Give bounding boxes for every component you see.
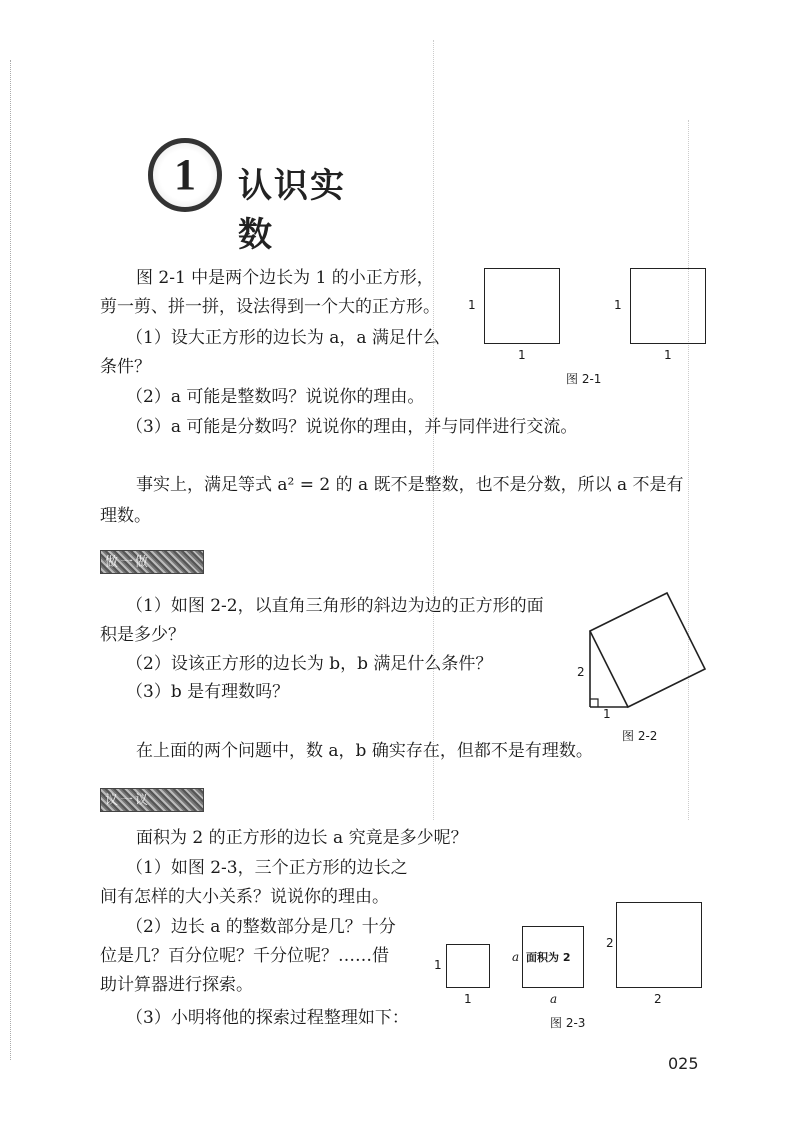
side-label: 1 <box>468 298 476 312</box>
side-label: 1 <box>614 298 622 312</box>
section-banner-do <box>100 550 204 574</box>
area-two-inner-label: 面积为 2 <box>526 951 571 964</box>
section-b-question-3: （3）小明将他的探索过程整理如下： <box>126 1008 409 1028</box>
unit-bottom-label: 1 <box>464 992 472 1006</box>
section-b-question-2-line-2: 位是几？百分位呢？千分位呢？……借 <box>100 946 389 966</box>
section-header <box>140 130 380 255</box>
triangle-square-diagram <box>570 585 720 725</box>
figure-2-2 <box>570 585 720 750</box>
section-a-question-1-line-2: 积是多少？ <box>100 625 185 645</box>
section-number: 1 <box>174 150 196 199</box>
section-b-intro: 面积为 2 的正方形的边长 a 究竟是多少呢？ <box>136 828 468 848</box>
section-b-question-1-line-2: 间有怎样的大小关系？说说你的理由。 <box>100 887 389 907</box>
area-two-bottom-label: a <box>550 992 558 1006</box>
section-b-question-1-line-1: （1）如图 2-3，三个正方形的边长之 <box>126 858 408 878</box>
intro-question-2: （2）a 可能是整数吗？说说你的理由。 <box>126 387 425 407</box>
bottom-label: 1 <box>664 348 672 362</box>
page-title: 认识实数 <box>238 166 346 255</box>
bottom-label: 1 <box>518 348 526 362</box>
figure-caption: 图 2-3 <box>550 1016 586 1030</box>
section-b-question-2-line-3: 助计算器进行探索。 <box>100 975 253 995</box>
unit-side-label: 1 <box>434 958 442 972</box>
section-a-question-2: （2）设该正方形的边长为 b，b 满足什么条件？ <box>126 654 493 674</box>
section-a-question-3: （3）b 是有理数吗？ <box>126 682 290 702</box>
intro-line-1: 图 2-1 中是两个边长为 1 的小正方形， <box>136 268 434 288</box>
section-number-badge <box>148 138 222 212</box>
scan-edge-marks <box>10 60 13 1060</box>
page-number: 025 <box>668 1054 699 1073</box>
figure-caption: 图 2-2 <box>622 729 658 743</box>
vertical-leg-label: 2 <box>577 665 585 679</box>
area-two-side-label: a <box>512 950 520 964</box>
figure-caption: 图 2-1 <box>566 372 602 386</box>
fact-line-1: 事实上，满足等式 a² = 2 的 a 既不是整数，也不是分数，所以 a 不是有 <box>136 475 684 495</box>
figure-2-1 <box>460 262 720 392</box>
section-a-question-1-line-1: （1）如图 2-2，以直角三角形的斜边为边的正方形的面 <box>126 596 544 616</box>
banner-text: 做一做 <box>105 555 151 570</box>
small-square-left <box>484 268 560 344</box>
section-b-question-2-line-1: （2）边长 a 的整数部分是几？十分 <box>126 917 396 937</box>
intro-question-1-line-2: 条件？ <box>100 357 151 377</box>
area-four-bottom-label: 2 <box>654 992 662 1006</box>
section-a-conclusion: 在上面的两个问题中，数 a，b 确实存在，但都不是有理数。 <box>136 741 593 761</box>
figure-2-3 <box>430 896 710 1036</box>
intro-question-1-line-1: （1）设大正方形的边长为 a，a 满足什么 <box>126 328 440 348</box>
area-four-side-label: 2 <box>606 936 614 950</box>
fact-line-2: 理数。 <box>100 506 151 526</box>
intro-question-3: （3）a 可能是分数吗？说说你的理由，并与同伴进行交流。 <box>126 417 578 437</box>
unit-square <box>446 944 490 988</box>
section-banner-discuss <box>100 788 204 812</box>
small-square-right <box>630 268 706 344</box>
banner-text: 议一议 <box>105 793 151 808</box>
horizontal-leg-label: 1 <box>603 707 611 721</box>
intro-line-2: 剪一剪、拼一拼，设法得到一个大的正方形。 <box>100 297 440 317</box>
area-four-square <box>616 902 702 988</box>
